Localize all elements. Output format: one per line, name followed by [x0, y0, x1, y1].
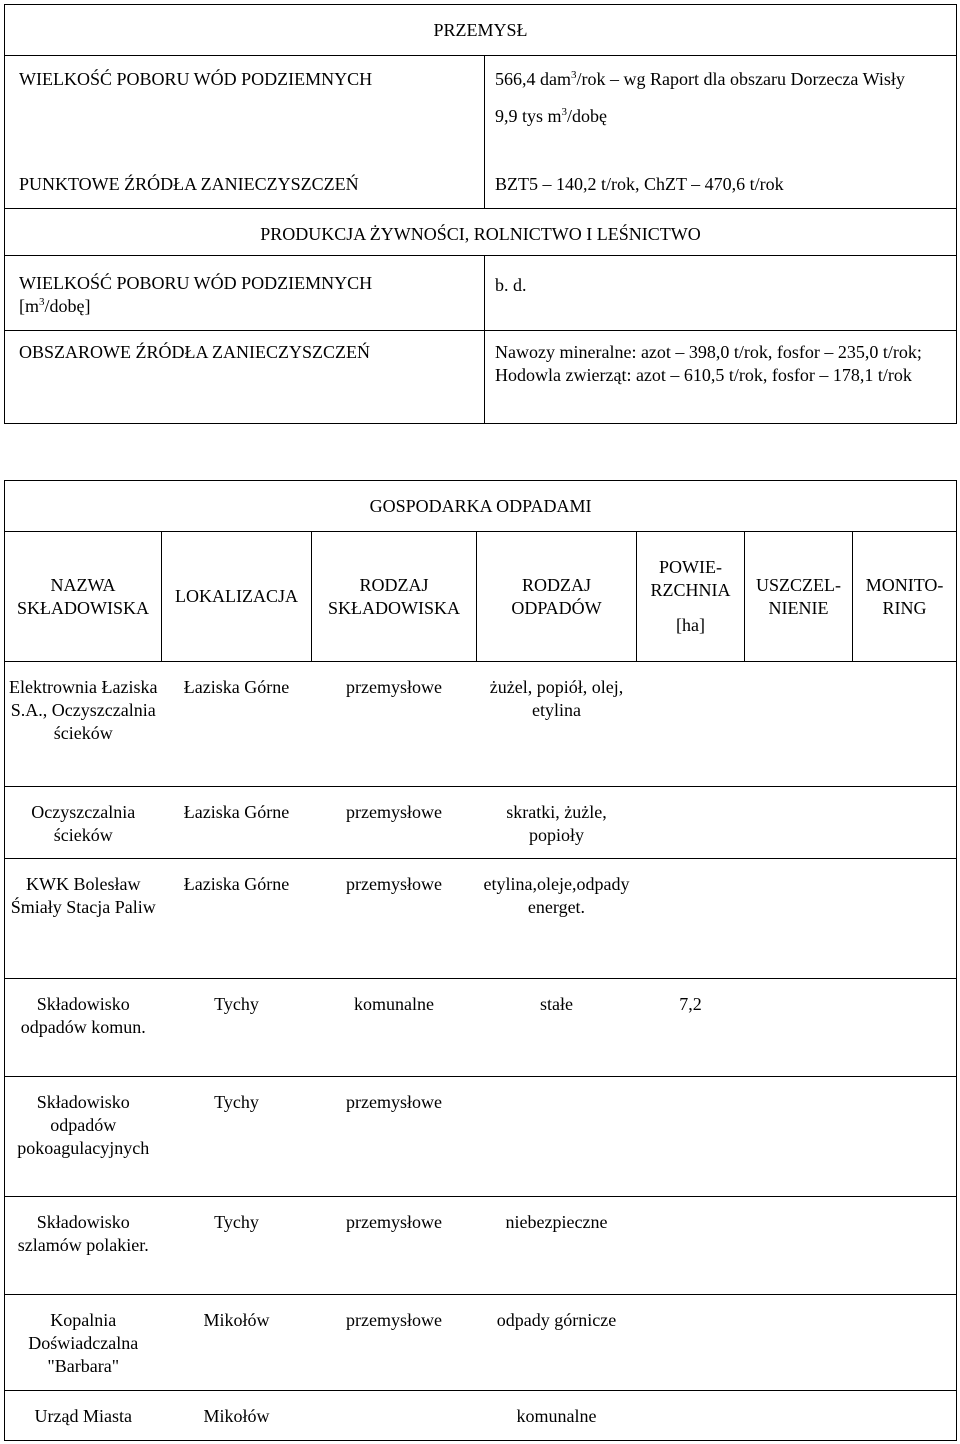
cell-location: Tychy	[162, 1197, 312, 1295]
cell-area	[637, 859, 745, 979]
cell-monitoring	[853, 1295, 957, 1391]
table-row	[5, 979, 957, 1077]
table-row	[5, 1295, 957, 1391]
cell-sealing	[745, 1295, 853, 1391]
table-row	[5, 1391, 957, 1441]
value-agri-water-intake: b. d.	[485, 256, 957, 331]
cell-waste-type: etylina,oleje,odpady energet.	[477, 859, 637, 979]
cell-area	[637, 787, 745, 859]
cell-site-type	[312, 1391, 477, 1441]
cell-name: Oczyszczalnia ścieków	[5, 787, 162, 859]
cell-area	[637, 1197, 745, 1295]
label-water-intake: WIELKOŚĆ POBORU WÓD PODZIEMNYCH	[5, 56, 485, 174]
cell-location: Tychy	[162, 979, 312, 1077]
cell-monitoring	[853, 979, 957, 1077]
cell-monitoring	[853, 662, 957, 787]
cell-sealing	[745, 1391, 853, 1441]
summary-table	[4, 4, 957, 424]
cell-sealing	[745, 662, 853, 787]
label-agri-water-intake: WIELKOŚĆ POBORU WÓD PODZIEMNYCH $[m^3/dobę]$	[5, 256, 485, 331]
header-area: POWIE-RZCHNIA [ha]	[637, 532, 745, 662]
cell-area	[637, 1391, 745, 1441]
value-water-intake: 566,4 dam$^3$/rok – wg Raport dla obszaru Dorzecza Wisły 9,9 tys $m^3$/dobę	[485, 56, 957, 174]
table-row	[5, 859, 957, 979]
cell-sealing	[745, 979, 853, 1077]
cell-location: Mikołów	[162, 1295, 312, 1391]
header-location: LOKALIZACJA	[162, 532, 312, 662]
cell-location: Tychy	[162, 1077, 312, 1197]
cell-location: Łaziska Górne	[162, 662, 312, 787]
cell-site-type: przemysłowe	[312, 1295, 477, 1391]
waste-section-title: GOSPODARKA ODPADAMI	[5, 481, 957, 532]
header-waste-type: RODZAJ ODPADÓW	[477, 532, 637, 662]
cell-area	[637, 1295, 745, 1391]
table-row	[5, 662, 957, 787]
cell-site-type: przemysłowe	[312, 1077, 477, 1197]
header-sealing: USZCZEL-NIENIE	[745, 532, 853, 662]
cell-location: Łaziska Górne	[162, 787, 312, 859]
cell-area	[637, 662, 745, 787]
header-site-type: RODZAJ SKŁADOWISKA	[312, 532, 477, 662]
cell-location: Łaziska Górne	[162, 859, 312, 979]
section-title-industry: PRZEMYSŁ	[5, 5, 957, 56]
cell-sealing	[745, 1197, 853, 1295]
cell-monitoring	[853, 1391, 957, 1441]
cell-waste-type: odpady górnicze	[477, 1295, 637, 1391]
waste-table	[4, 480, 957, 1441]
value-area-sources: Nawozy mineralne: azot – 398,0 t/rok, fosfor – 235,0 t/rok; Hodowla zwierząt: azot – 610,5 t/rok, fosfor – 178,1 t/rok	[485, 331, 957, 424]
cell-sealing	[745, 859, 853, 979]
cell-sealing	[745, 787, 853, 859]
header-monitoring: MONITO-RING	[853, 532, 957, 662]
table-row	[5, 1197, 957, 1295]
cell-monitoring	[853, 787, 957, 859]
cell-monitoring	[853, 1197, 957, 1295]
section-title-agriculture: PRODUKCJA ŻYWNOŚCI, ROLNICTWO I LEŚNICTWO	[5, 209, 957, 256]
table-row	[5, 1077, 957, 1197]
cell-site-type: komunalne	[312, 979, 477, 1077]
cell-site-type: przemysłowe	[312, 662, 477, 787]
cell-name: Składowisko odpadów komun.	[5, 979, 162, 1077]
cell-name: KWK Bolesław Śmiały Stacja Paliw	[5, 859, 162, 979]
cell-sealing	[745, 1077, 853, 1197]
cell-waste-type: stałe	[477, 979, 637, 1077]
cell-name: Kopalnia Doświadczalna "Barbara"	[5, 1295, 162, 1391]
cell-waste-type: niebezpieczne	[477, 1197, 637, 1295]
cell-area	[637, 1077, 745, 1197]
cell-site-type: przemysłowe	[312, 859, 477, 979]
cell-waste-type	[477, 1077, 637, 1197]
cell-area: 7,2	[637, 979, 745, 1077]
cell-name: Urząd Miasta	[5, 1391, 162, 1441]
value-point-sources: BZT5 – 140,2 t/rok, ChZT – 470,6 t/rok	[485, 173, 957, 209]
cell-name: Elektrownia Łaziska S.A., Oczyszczalnia ścieków	[5, 662, 162, 787]
label-area-sources: OBSZAROWE ŹRÓDŁA ZANIECZYSZCZEŃ	[5, 331, 485, 424]
cell-name: Składowisko odpadów pokoagulacyjnych	[5, 1077, 162, 1197]
cell-site-type: przemysłowe	[312, 787, 477, 859]
cell-location: Mikołów	[162, 1391, 312, 1441]
label-point-sources: PUNKTOWE ŹRÓDŁA ZANIECZYSZCZEŃ	[5, 173, 485, 209]
cell-monitoring	[853, 859, 957, 979]
table-row	[5, 787, 957, 859]
header-name: NAZWA SKŁADOWISKA	[5, 532, 162, 662]
cell-site-type: przemysłowe	[312, 1197, 477, 1295]
cell-monitoring	[853, 1077, 957, 1197]
cell-waste-type: skratki, żużle, popioły	[477, 787, 637, 859]
cell-waste-type: komunalne	[477, 1391, 637, 1441]
cell-waste-type: żużel, popiół, olej, etylina	[477, 662, 637, 787]
cell-name: Składowisko szlamów polakier.	[5, 1197, 162, 1295]
